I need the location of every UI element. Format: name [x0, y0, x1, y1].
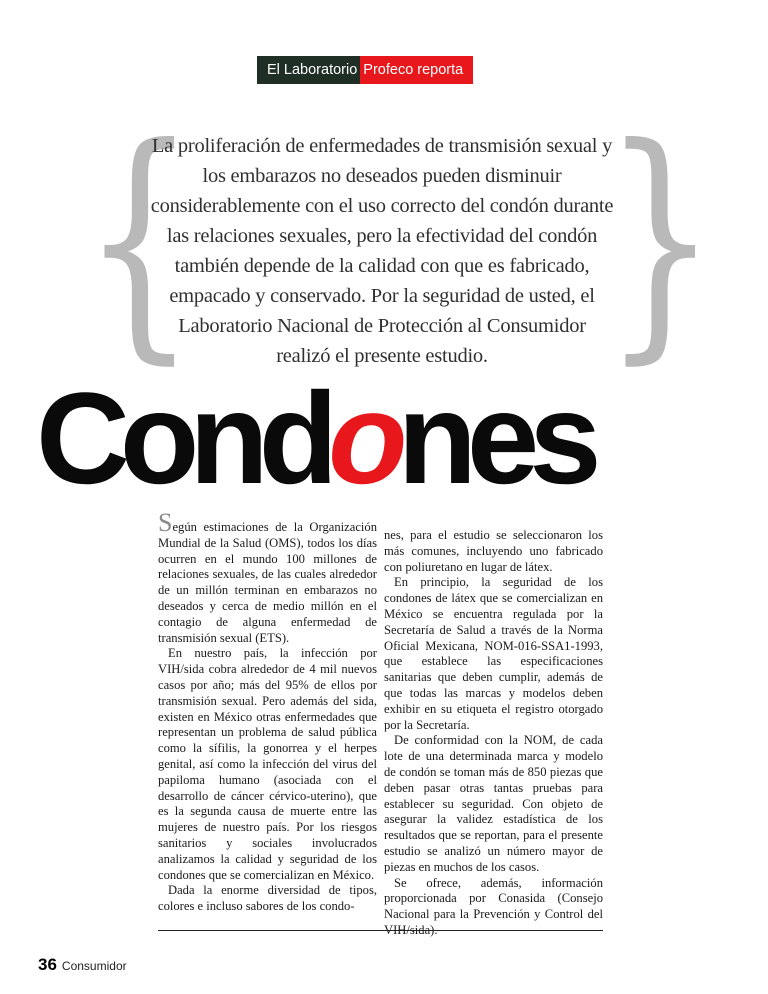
magazine-name: Consumidor	[61, 959, 127, 973]
deck-text: La proliferación de enfermedades de transmisión sexual y los embarazos no deseados pueden disminuir considerablemente con el uso correcto del condón durante las relaciones sexuales, pero la efectividad del condón también depende de la calidad con que es fabricado, empacado y conservado. Por la seguridad de usted, el Laboratorio Nacional de Protección al Consumidor realizó el presente estudio.	[150, 135, 614, 367]
headline-part-2: nes	[397, 365, 592, 511]
article-headline	[36, 365, 736, 511]
body-paragraph: Dada la enorme diversidad de tipos, colores e incluso sabores de los condo-	[158, 883, 377, 914]
section-tag-report: Profeco reporta	[360, 56, 473, 84]
body-paragraph: En principio, la seguridad de los condones de látex que se comercializan en México se encuentra regulada por la Secretaría de Salud a través de la Norma Oficial Mexicana, NOM-016-SSA1-1993, que establece las especificaciones sanitarias que deben cumplir, además de que todas las marcas y modelos deben exhibir en su etiqueta el registro otorgado por la Secretaría.	[384, 575, 603, 732]
body-column-left	[158, 508, 377, 939]
page-footer	[38, 955, 127, 975]
drop-cap: S	[158, 508, 173, 537]
body-paragraph-text: egún estimaciones de la Organización Mundial de la Salud (OMS), todos los días ocurren en el mundo 100 millones de relaciones sexuales, de las cuales alrededor de un millón terminan en embarazos no deseados y cerca de medio millón en el contagio de alguna enfermedad de transmisión sexual (ETS).	[158, 520, 377, 645]
body-paragraph: En nuestro país, la infección por VIH/sida cobra alrededor de 4 mil nuevos casos por año; más del 95% de ellos por transmisión sexual. Pero además del sida, existen en México otras enfermedades que representan un problema de salud pública como la sífilis, la gonorrea y el herpes genital, así como la infección del virus del papiloma humano (asociada con el desarrollo de cáncer cérvico-uterino), que es la segunda causa de muerte entre las mujeres de nuestro país. Por los riesgos sanitarios y sociales involucrados analizamos la calidad y seguridad de los condones que se comercializan en México.	[158, 646, 377, 882]
section-tag	[257, 56, 473, 84]
article-deck	[150, 131, 614, 371]
article-body	[158, 508, 603, 939]
opening-brace: {	[82, 94, 197, 385]
body-paragraph: nes, para el estudio se seleccionaron los más comunes, incluyendo uno fabricado con poliuretano en lugar de látex.	[384, 528, 603, 574]
page-number: 36	[38, 955, 57, 974]
body-paragraph: De conformidad con la NOM, de cada lote de una determinada marca y modelo de condón se toman más de 850 piezas que deben pasar otras tantas pruebas para establecer su seguridad. Con objeto de asegurar la validez estadística de los resultados que se reportan, para el presente estudio se analizó un número mayor de piezas en muchos de los casos.	[384, 733, 603, 874]
headline-part-1: Cond	[36, 365, 329, 511]
column-divider-rule	[158, 930, 603, 931]
body-column-right	[384, 512, 603, 939]
body-paragraph	[158, 508, 377, 646]
headline-highlight-letter: o	[328, 365, 398, 511]
section-tag-lab: El Laboratorio	[257, 56, 360, 84]
closing-brace: }	[603, 94, 718, 385]
body-paragraph: Se ofrece, además, información proporcionada por Conasida (Consejo Nacional para la Prevención y Control del VIH/sida).	[384, 875, 603, 937]
